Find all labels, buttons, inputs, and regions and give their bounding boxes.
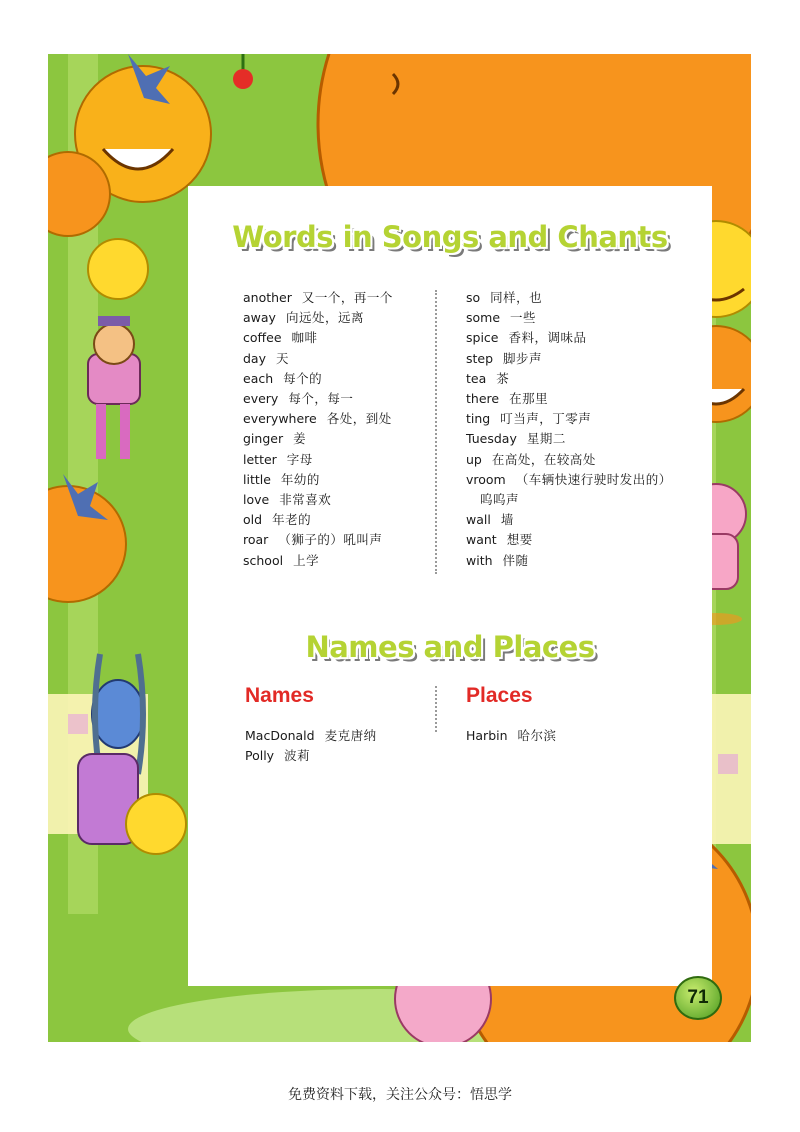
column-divider-bottom bbox=[435, 686, 437, 732]
chinese-meaning: 墙 bbox=[500, 512, 514, 528]
english-word: ginger bbox=[243, 431, 284, 447]
vocab-entry bbox=[243, 288, 393, 308]
vocab-entry bbox=[243, 308, 393, 328]
english-word: roar bbox=[243, 532, 269, 548]
vocab-entry bbox=[243, 551, 393, 571]
vocab-entry bbox=[243, 349, 393, 369]
chinese-meaning: 呜呜声 bbox=[480, 492, 520, 508]
chinese-meaning: 在那里 bbox=[509, 391, 549, 407]
names-heading: Names bbox=[245, 684, 314, 707]
chinese-meaning: 天 bbox=[276, 350, 290, 366]
english-word: some bbox=[466, 310, 501, 326]
chinese-meaning: 又一个，再一个 bbox=[301, 290, 393, 305]
english-word: up bbox=[466, 451, 482, 467]
english-word: little bbox=[243, 471, 271, 487]
chinese-meaning: 麦克唐纳 bbox=[324, 728, 377, 743]
chinese-meaning: 同样，也 bbox=[490, 290, 543, 305]
vocab-entry bbox=[466, 726, 557, 746]
words-list-right bbox=[466, 288, 672, 571]
english-word: away bbox=[243, 310, 276, 326]
english-word: Harbin bbox=[466, 728, 508, 743]
chinese-meaning: 每个，每一 bbox=[288, 391, 354, 407]
words-list-left bbox=[243, 288, 393, 571]
words-section-title: Words in Songs and Chants bbox=[232, 220, 668, 254]
english-word: tea bbox=[466, 370, 487, 386]
english-word: with bbox=[466, 552, 493, 568]
vocab-entry bbox=[243, 328, 393, 348]
chinese-meaning: 伴随 bbox=[502, 552, 529, 568]
chinese-meaning: 姜 bbox=[293, 431, 307, 447]
illustrated-border bbox=[48, 54, 751, 1042]
english-word: ting bbox=[466, 411, 491, 427]
chinese-meaning: 一些 bbox=[510, 310, 537, 326]
footer-note: 免费资料下载，关注公众号：悟思学 bbox=[288, 1087, 512, 1103]
vocab-entry bbox=[243, 470, 393, 490]
chinese-meaning: （狮子的）吼叫声 bbox=[278, 532, 383, 548]
english-word: spice bbox=[466, 330, 499, 346]
english-word: MacDonald bbox=[245, 728, 315, 743]
chinese-meaning: 叮当声，丁零声 bbox=[500, 411, 592, 427]
chinese-meaning: 字母 bbox=[286, 451, 313, 467]
vocab-entry bbox=[466, 530, 672, 550]
vocab-entry bbox=[245, 746, 377, 766]
english-word: school bbox=[243, 552, 284, 568]
vocab-entry bbox=[466, 308, 672, 328]
english-word: everywhere bbox=[243, 411, 317, 427]
chinese-meaning: 年老的 bbox=[272, 512, 312, 528]
chinese-meaning: 咖啡 bbox=[291, 330, 318, 346]
english-word: another bbox=[243, 290, 292, 305]
english-word: step bbox=[466, 350, 494, 366]
chinese-meaning: 哈尔滨 bbox=[517, 728, 557, 743]
chinese-meaning: （车辆快速行驶时发出的） bbox=[515, 471, 672, 487]
vocab-entry bbox=[466, 328, 672, 348]
vocab-entry bbox=[243, 369, 393, 389]
vocab-entry bbox=[466, 288, 672, 308]
vocab-entry bbox=[243, 409, 393, 429]
english-word: want bbox=[466, 532, 497, 548]
english-word: Tuesday bbox=[466, 431, 517, 447]
vocab-entry bbox=[243, 389, 393, 409]
column-divider bbox=[435, 290, 437, 574]
english-word: day bbox=[243, 350, 266, 366]
english-word: wall bbox=[466, 512, 491, 528]
chinese-meaning: 香料，调味品 bbox=[508, 330, 587, 346]
english-word: so bbox=[466, 290, 481, 305]
english-word: vroom bbox=[466, 471, 506, 487]
chinese-meaning: 在高处，在较高处 bbox=[491, 451, 596, 467]
vocab-entry bbox=[466, 510, 672, 530]
vocab-entry bbox=[243, 450, 393, 470]
vocabulary-panel bbox=[188, 186, 712, 986]
names-list bbox=[245, 726, 377, 766]
vocab-entry bbox=[466, 389, 672, 409]
chinese-meaning: 星期二 bbox=[526, 431, 566, 447]
vocab-entry bbox=[466, 450, 672, 470]
english-word: there bbox=[466, 391, 500, 407]
english-word: Polly bbox=[245, 748, 275, 763]
vocab-entry bbox=[243, 510, 393, 530]
vocab-entry bbox=[466, 429, 672, 449]
english-word: old bbox=[243, 512, 263, 528]
vocab-entry bbox=[466, 409, 672, 429]
vocab-entry bbox=[243, 530, 393, 550]
chinese-meaning: 向远处，远离 bbox=[285, 310, 364, 326]
chinese-meaning: 波莉 bbox=[284, 748, 311, 763]
chinese-meaning: 茶 bbox=[496, 370, 510, 386]
vocab-entry bbox=[245, 726, 377, 746]
english-word: every bbox=[243, 391, 279, 407]
chinese-meaning: 各处，到处 bbox=[326, 411, 392, 427]
page-number: 71 bbox=[674, 976, 722, 1020]
chinese-meaning: 想要 bbox=[506, 532, 533, 548]
chinese-meaning: 脚步声 bbox=[503, 350, 543, 366]
places-heading: Places bbox=[466, 684, 533, 707]
english-word: each bbox=[243, 370, 274, 386]
vocab-entry bbox=[466, 349, 672, 369]
chinese-meaning: 上学 bbox=[293, 552, 320, 568]
chinese-meaning: 非常喜欢 bbox=[279, 492, 332, 508]
vocab-entry bbox=[466, 551, 672, 571]
vocab-entry bbox=[243, 429, 393, 449]
places-list bbox=[466, 726, 557, 746]
vocab-entry bbox=[466, 490, 672, 510]
vocab-entry bbox=[466, 470, 672, 490]
chinese-meaning: 年幼的 bbox=[280, 471, 320, 487]
vocab-entry bbox=[243, 490, 393, 510]
chinese-meaning: 每个的 bbox=[283, 370, 323, 386]
english-word: coffee bbox=[243, 330, 282, 346]
english-word: letter bbox=[243, 451, 277, 467]
english-word: love bbox=[243, 492, 270, 508]
names-places-title: Names and Places bbox=[305, 630, 595, 664]
vocab-entry bbox=[466, 369, 672, 389]
